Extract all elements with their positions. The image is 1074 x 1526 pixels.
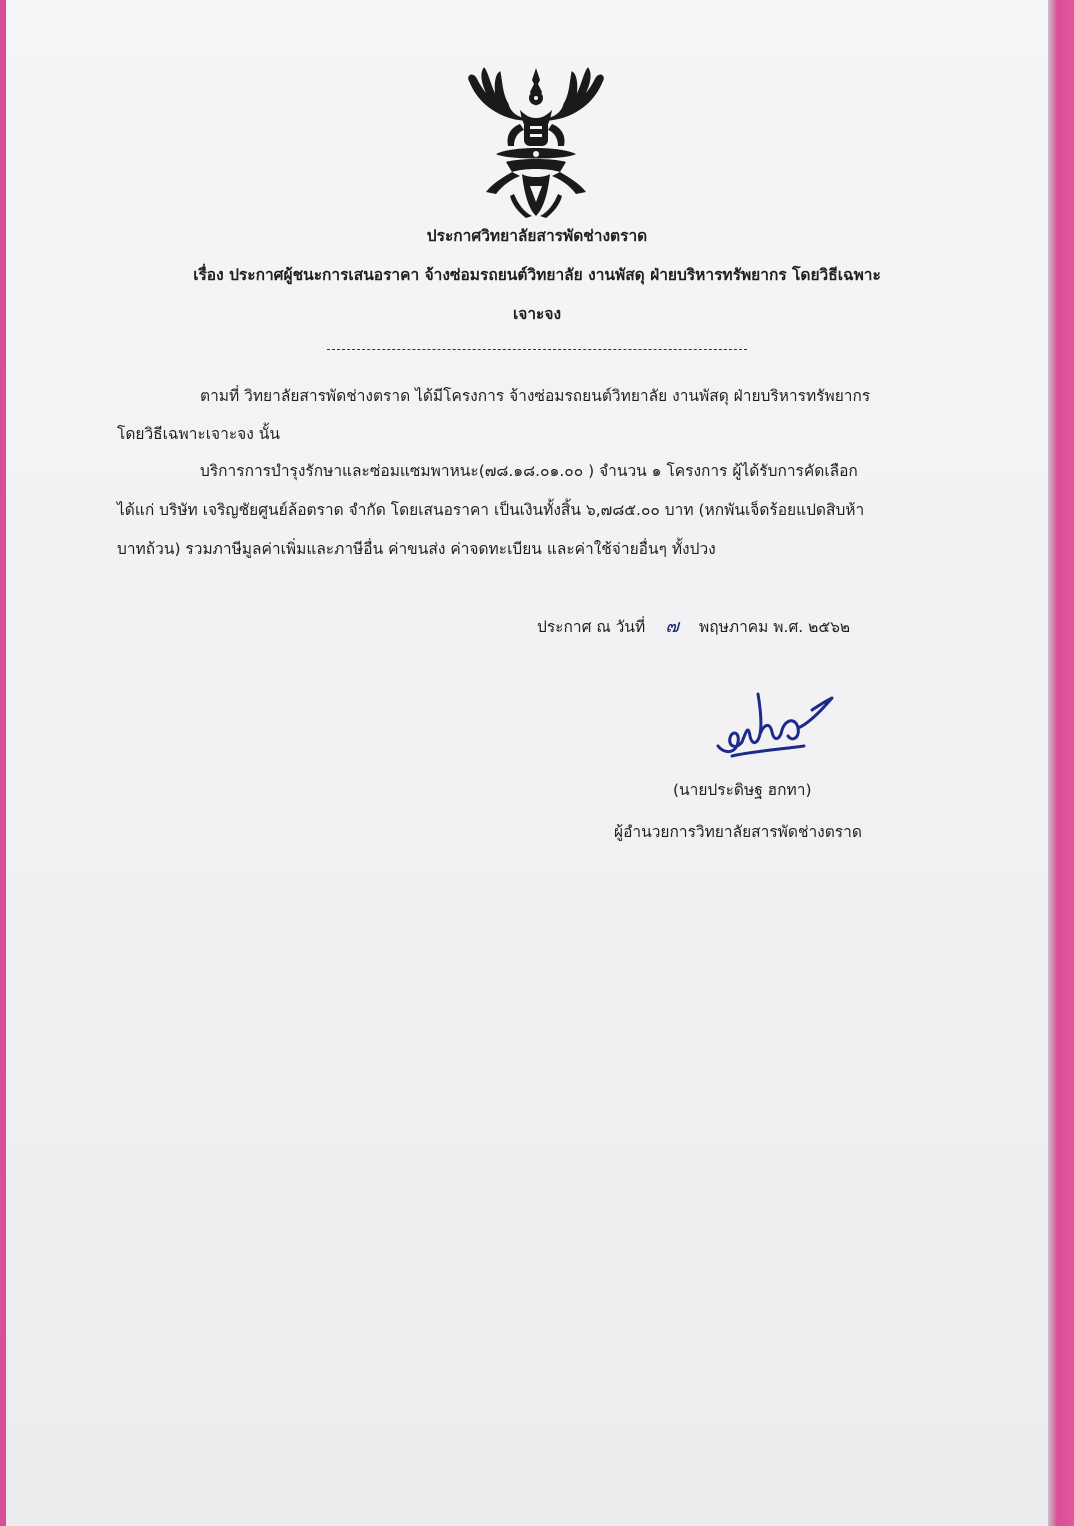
paragraph-2-line-1: บริการการบำรุงรักษาและซ่อมแซมพาหนะ(๗๘.๑๘.๐๑.๐๐ ) จำนวน ๑ โครงการ ผู้ได้รับการคัดเลือก [200,462,858,480]
signer-name: (นายประดิษฐ ฮกทา) [673,781,812,799]
date-suffix: พฤษภาคม พ.ศ. ๒๕๖๒ [699,618,851,636]
signer-title: ผู้อำนวยการวิทยาลัยสารพัดช่างตราด [614,823,862,841]
date-day-handwritten: ๗ [665,616,679,637]
handwritten-signature-icon [714,684,844,764]
paragraph-2-line-2: ได้แก่ บริษัท เจริญชัยศูนย์ล้อตราด จำกัด โดยเสนอราคา เป็นเงินทั้งสิ้น ๖,๗๘๕.๐๐ บาท (หกพันเจ็ดร้อยแปดสิบห้า [117,501,865,519]
paragraph-1-line-1: ตามที่ วิทยาลัยสารพัดช่างตราด ได้มีโครงการ จ้างซ่อมรถยนต์วิทยาลัย งานพัสดุ ฝ่ายบริหารทรัพยากร [200,387,871,405]
subject-line-continuation: เจาะจง [512,305,562,323]
garuda-emblem-icon [462,62,610,220]
paragraph-2-line-3: บาทถ้วน) รวมภาษีมูลค่าเพิ่มและภาษีอื่น ค่าขนส่ง ค่าจดทะเบียน และค่าใช้จ่ายอื่นๆ ทั้งปวง [117,540,716,558]
paragraph-1-line-2: โดยวิธีเฉพาะเจาะจง นั้น [117,425,280,443]
subject-line: เรื่อง ประกาศผู้ชนะการเสนอราคา จ้างซ่อมรถยนต์วิทยาลัย งานพัสดุ ฝ่ายบริหารทรัพยากร โดยวิธีเฉพาะ [193,266,881,284]
separator-rule [327,349,747,350]
announcement-date [537,617,850,637]
date-prefix: ประกาศ ณ วันที่ [537,618,646,636]
announcement-title: ประกาศวิทยาลัยสารพัดช่างตราด [426,227,648,245]
